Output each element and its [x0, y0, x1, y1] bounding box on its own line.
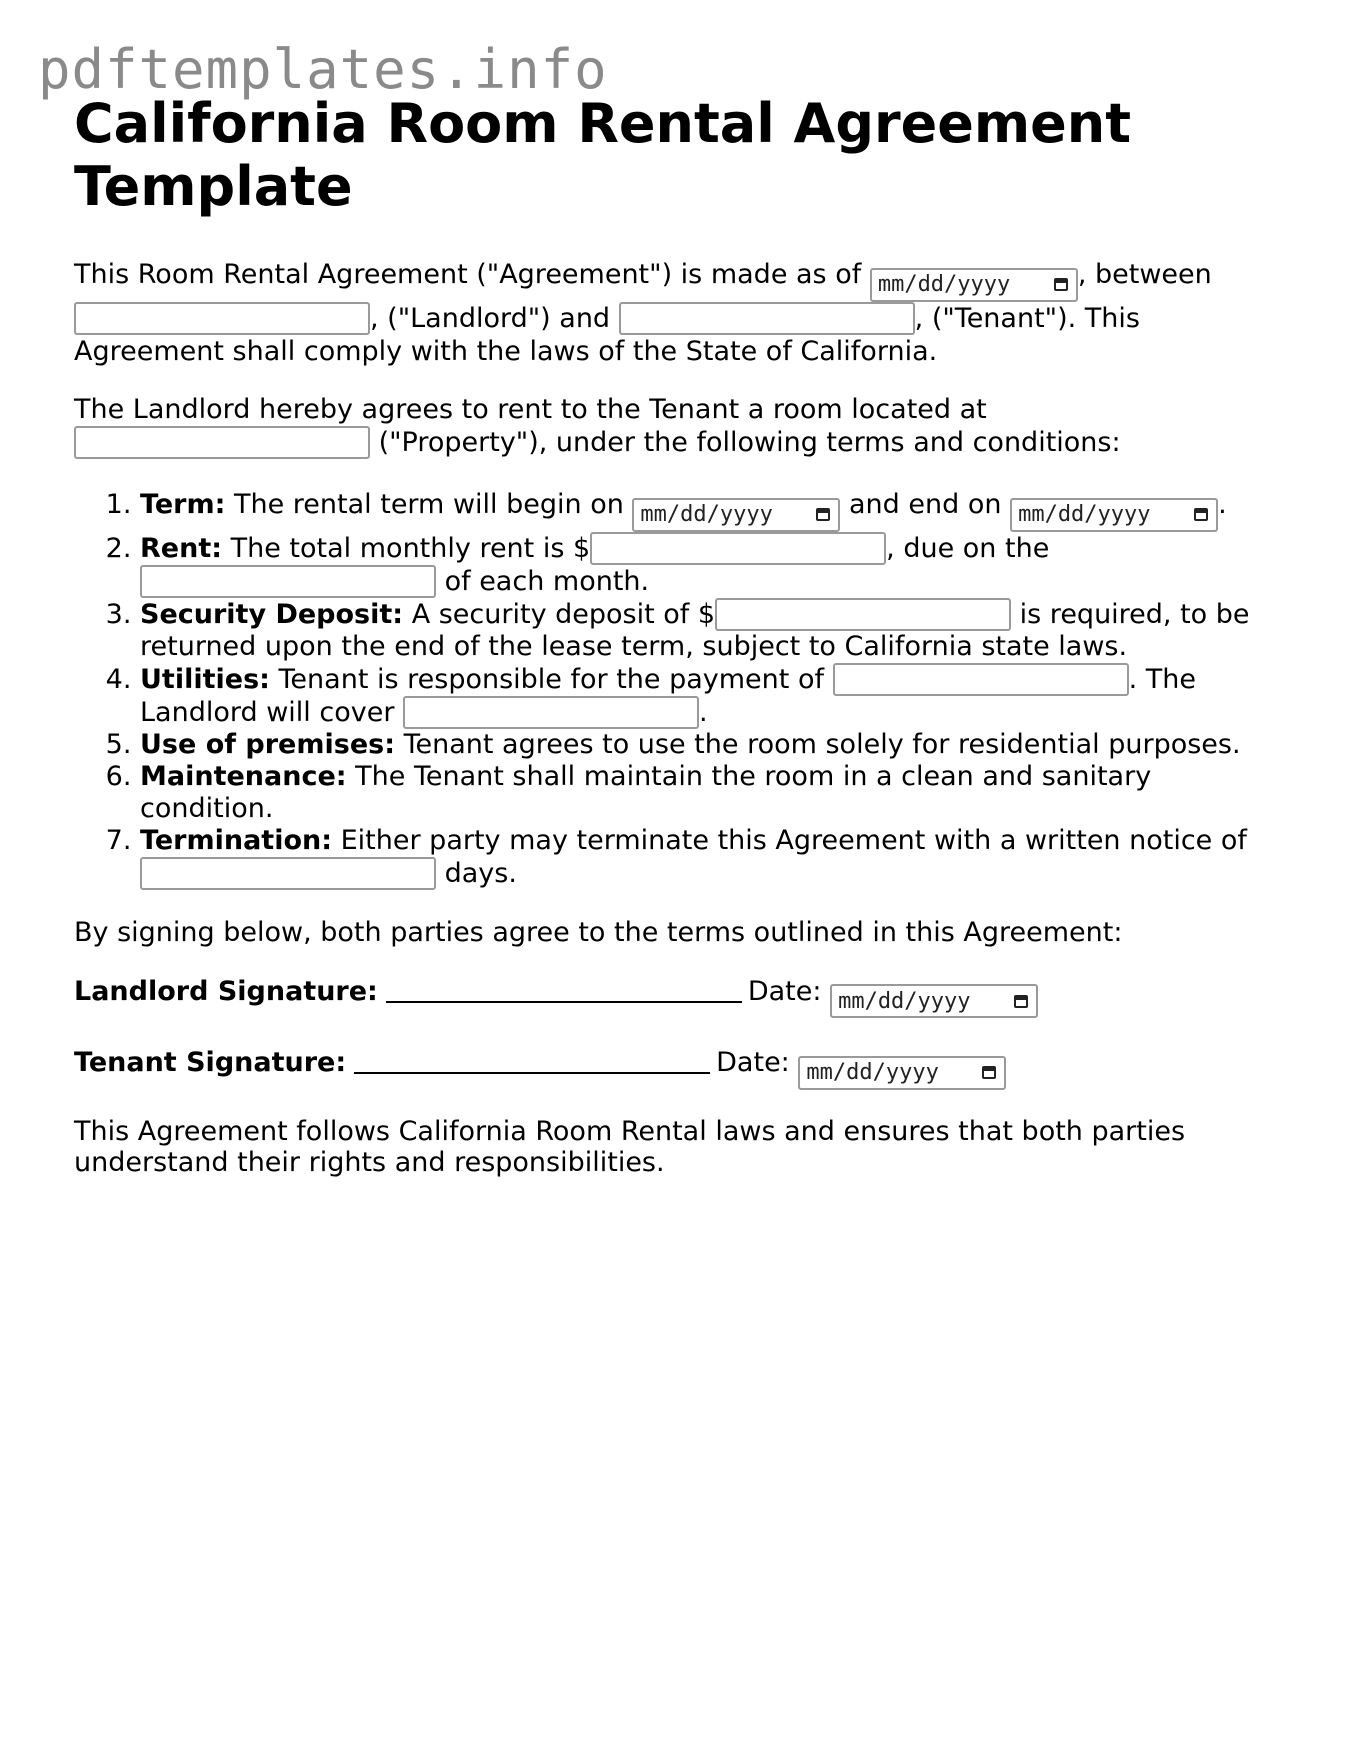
rent-text-2: , due on the [886, 532, 1050, 564]
rent-due-day-input[interactable] [140, 565, 436, 598]
term-text-1: The rental term will begin on [233, 488, 624, 520]
term-label: Term: [140, 488, 226, 520]
rent-label: Rent: [140, 532, 223, 564]
premises-text: Tenant agrees to use the room solely for residential purposes. [403, 728, 1241, 760]
property-address-input[interactable] [74, 426, 370, 459]
intro-text-2: , between [1077, 259, 1212, 290]
intro-text-4: , ("Tenant"). This Agreement shall comply with the laws of the State of California. [74, 302, 1140, 367]
utilities-item [140, 663, 1274, 729]
intro-text-1: This Room Rental Agreement ("Agreement") is made as of [74, 259, 862, 290]
calendar-icon[interactable] [1054, 278, 1068, 291]
calendar-icon[interactable] [1014, 995, 1028, 1008]
landlord-signature-line[interactable] [386, 977, 742, 1003]
tenant-date-label: Date: [716, 1047, 790, 1078]
termination-text-2: days. [444, 857, 517, 889]
termination-label: Termination: [140, 824, 333, 856]
landlord-signature-date-input[interactable] [830, 984, 1038, 1018]
deposit-text-1: A security deposit of $ [411, 598, 716, 630]
tenant-utilities-input[interactable] [833, 663, 1129, 696]
rent-text-3: of each month. [444, 565, 650, 597]
use-of-premises-label: Use of premises: [140, 728, 395, 760]
termination-item [140, 825, 1274, 890]
maintenance-item [140, 761, 1274, 825]
terms-list [74, 489, 1274, 890]
term-start-date-placeholder: mm/dd/yyyy [640, 501, 773, 527]
property-text-2: ("Property"), under the following terms and conditions: [378, 426, 1121, 458]
agreement-date-placeholder: mm/dd/yyyy [877, 272, 1011, 297]
intro-paragraph [74, 258, 1274, 368]
maintenance-label: Maintenance: [140, 760, 347, 792]
landlord-name-input[interactable] [74, 302, 370, 335]
rent-item [140, 532, 1274, 598]
closing-paragraph: This Agreement follows California Room Rental laws and ensures that both parties understand their rights and responsibilities. [74, 1115, 1186, 1178]
tenant-name-input[interactable] [619, 302, 915, 335]
maintenance-text: The Tenant shall maintain the room in a clean and sanitary condition. [140, 760, 1152, 824]
property-paragraph [74, 393, 1274, 459]
landlord-date-placeholder: mm/dd/yyyy [838, 988, 971, 1014]
calendar-icon[interactable] [1194, 508, 1208, 521]
termination-text-1: Either party may terminate this Agreement with a written notice of [340, 824, 1247, 856]
landlord-signature-row [74, 975, 1274, 1019]
tenant-signature-label: Tenant Signature: [74, 1047, 347, 1078]
term-end-date-input[interactable] [1010, 498, 1218, 532]
tenant-signature-line[interactable] [354, 1048, 710, 1074]
tenant-date-placeholder: mm/dd/yyyy [806, 1060, 939, 1085]
watermark: pdftemplates.info [38, 38, 608, 101]
deposit-text-2: is required, to be returned upon the end of the lease term, subject to California state laws. [140, 598, 1250, 662]
rent-amount-input[interactable] [590, 532, 886, 565]
landlord-utilities-input[interactable] [403, 696, 699, 729]
term-text-2: and end on [849, 488, 1002, 520]
agreement-date-input[interactable] [870, 268, 1078, 302]
term-item [140, 489, 1274, 532]
use-of-premises-item [140, 729, 1274, 761]
term-text-3: . [1218, 488, 1227, 520]
utilities-text-2: . The Landlord will cover [140, 663, 1196, 728]
utilities-text-1: Tenant is responsible for the payment of [278, 663, 824, 695]
termination-notice-days-input[interactable] [140, 857, 436, 890]
security-deposit-item [140, 598, 1274, 663]
property-text-1: The Landlord hereby agrees to rent to the Tenant a room located at [74, 393, 987, 425]
utilities-text-3: . [699, 696, 708, 728]
calendar-icon[interactable] [982, 1066, 996, 1079]
calendar-icon[interactable] [816, 508, 830, 521]
security-deposit-input[interactable] [715, 598, 1011, 631]
term-end-date-placeholder: mm/dd/yyyy [1018, 501, 1151, 527]
security-deposit-label: Security Deposit: [140, 598, 404, 630]
tenant-signature-date-input[interactable] [798, 1056, 1006, 1090]
term-start-date-input[interactable] [632, 498, 840, 532]
rent-text-1: The total monthly rent is $ [230, 532, 591, 564]
signing-intro: By signing below, both parties agree to the terms outlined in this Agreement: [74, 916, 1123, 948]
utilities-label: Utilities: [140, 663, 270, 695]
intro-text-3: , ("Landlord") and [370, 302, 611, 334]
tenant-signature-row [74, 1046, 1274, 1090]
page-title: California Room Rental Agreement Template [74, 92, 1132, 218]
landlord-date-label: Date: [747, 975, 822, 1007]
landlord-signature-label: Landlord Signature: [74, 975, 378, 1007]
agreement-document [74, 92, 1274, 1203]
